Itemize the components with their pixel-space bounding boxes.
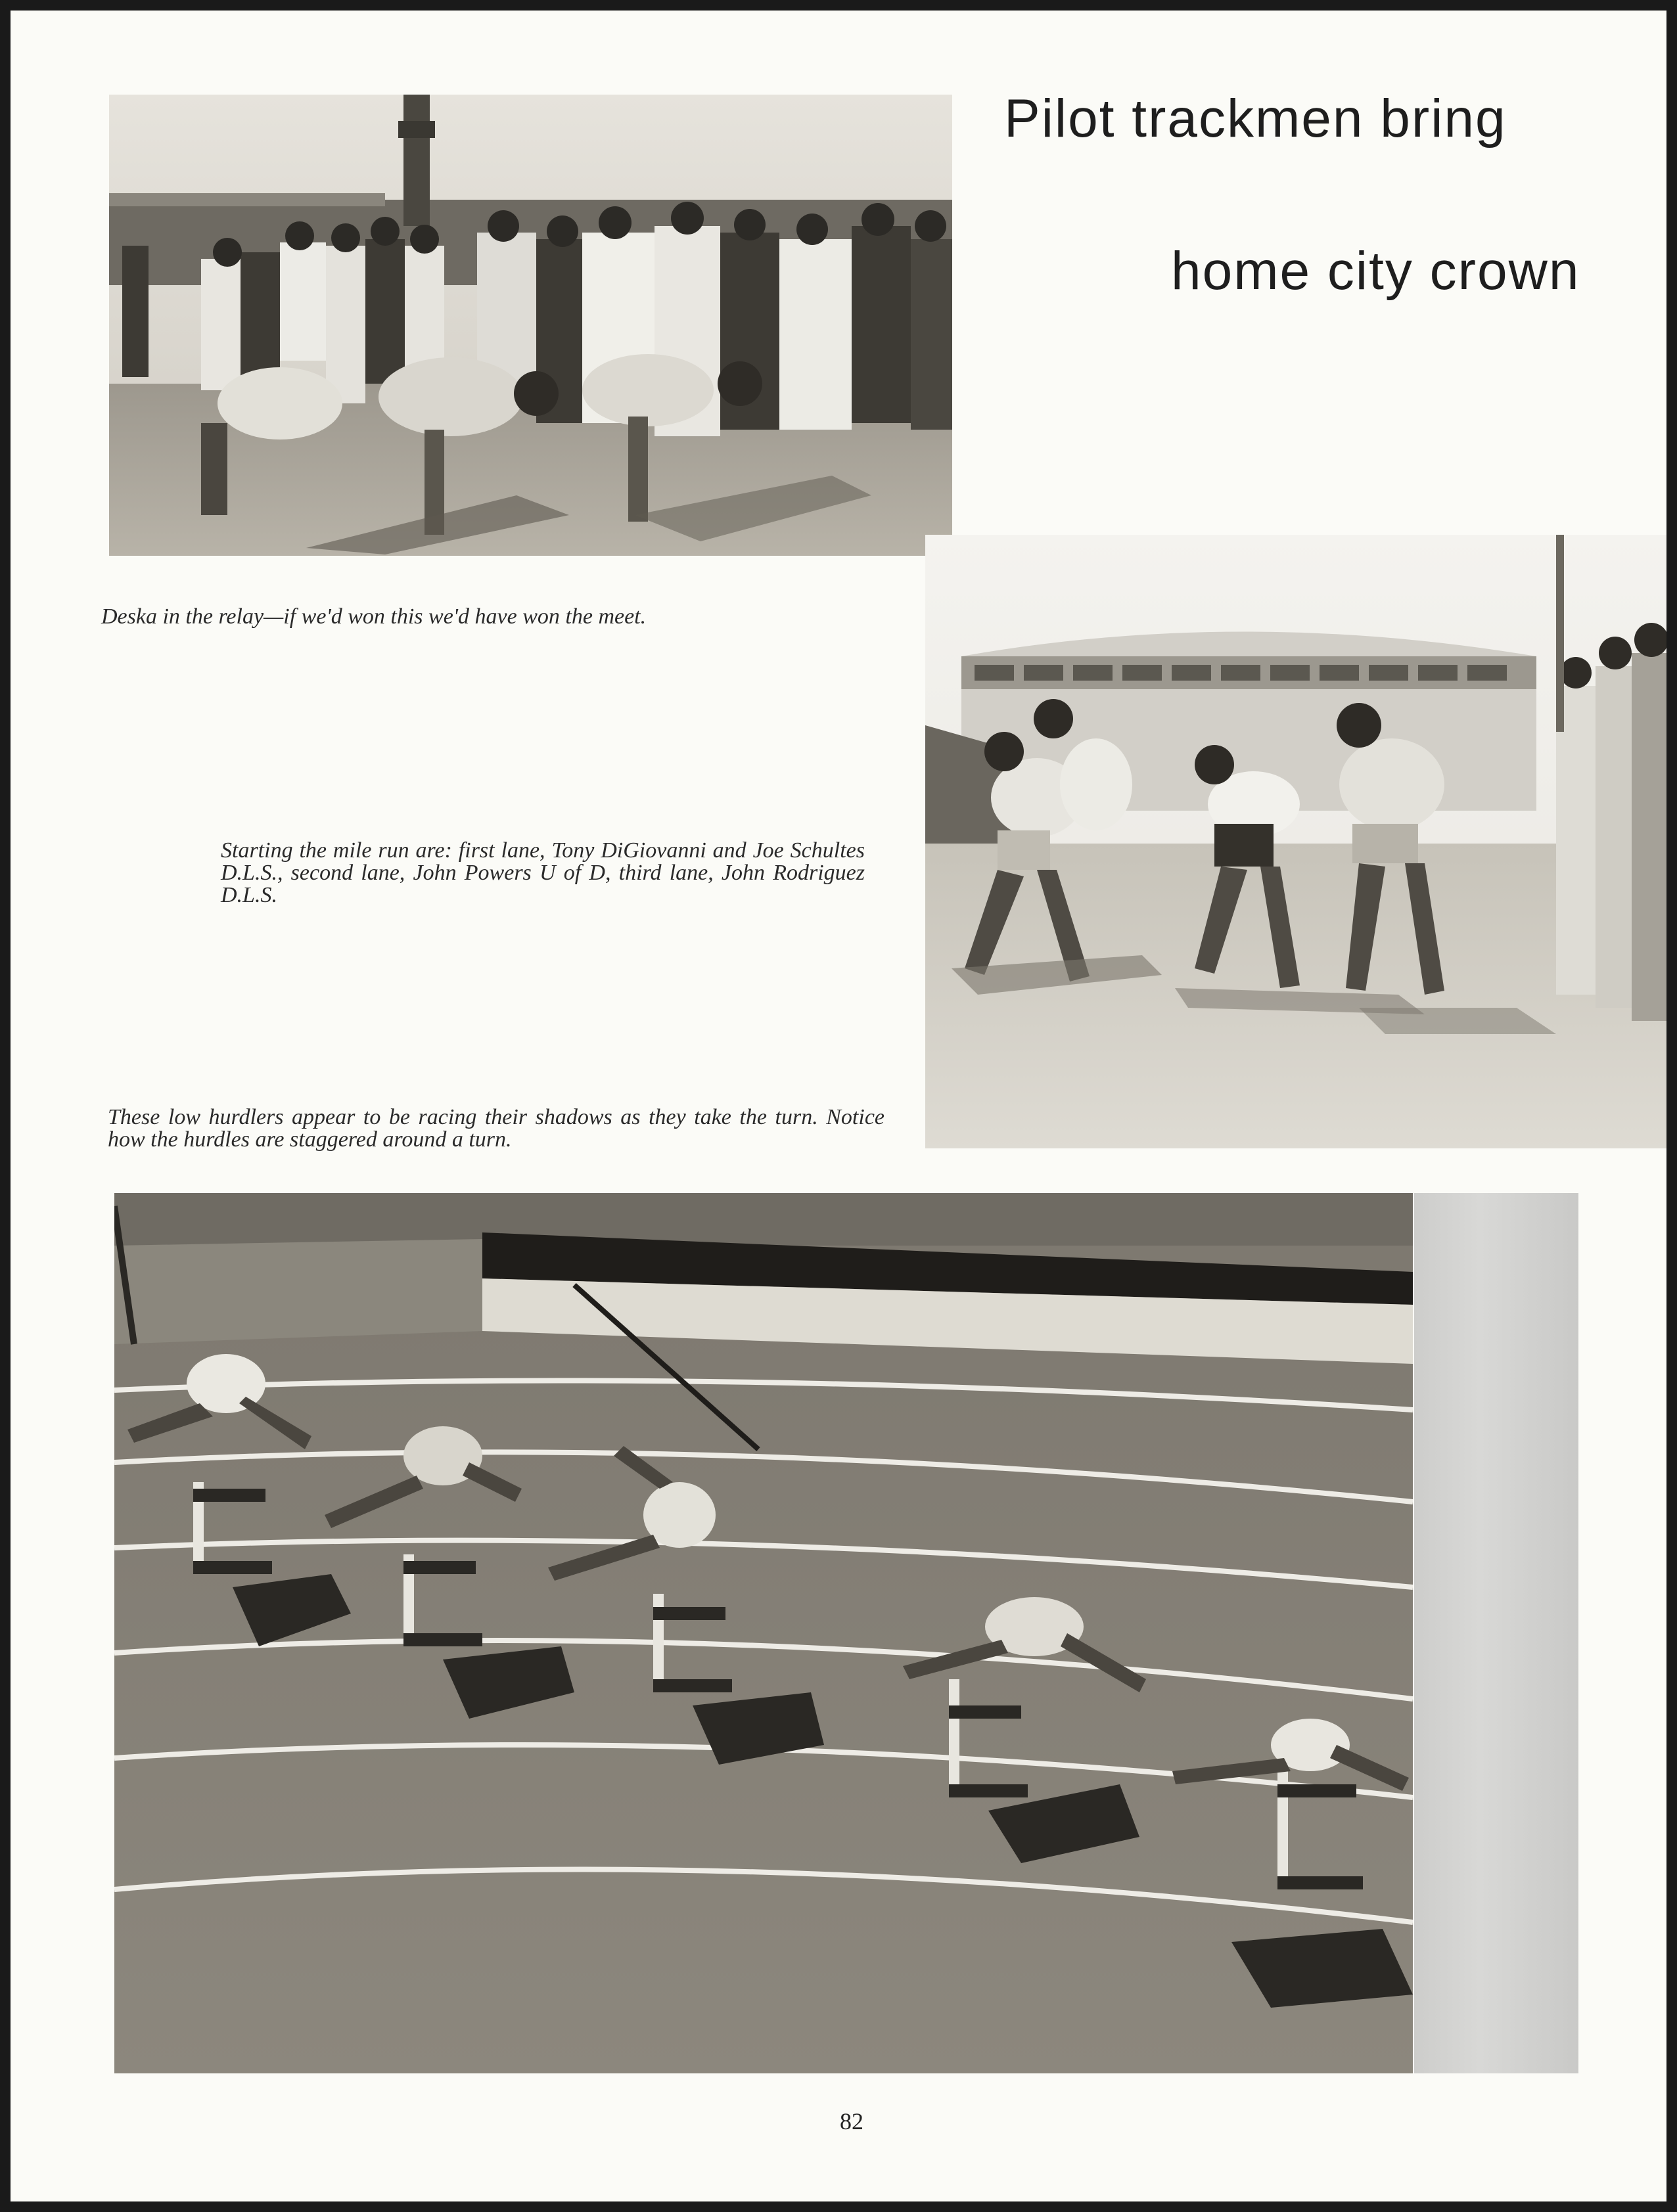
- relay-caption: Deska in the relay—if we'd won this we'd have won the meet.: [101, 604, 647, 629]
- headline-line-1: Pilot trackmen bring: [1004, 89, 1507, 148]
- page-number: 82: [840, 2108, 863, 2134]
- hurdlers-caption: These low hurdlers appear to be racing their shadows as they take the turn. Notice how the hurdles are staggered around a turn.: [108, 1105, 884, 1152]
- gray-side-panel: [1414, 1193, 1578, 2073]
- yearbook-page: [11, 11, 1666, 2201]
- relay-photo: [109, 95, 952, 556]
- mile-run-caption: Starting the mile run are: first lane, Tony DiGiovanni and Joe Schultes D.L.S., second lane, John Powers U of D, third lane, John Rodriguez D.L.S.: [221, 838, 865, 907]
- headline-line-2: home city crown: [1171, 241, 1580, 301]
- hurdlers-photo: [114, 1193, 1413, 2073]
- mile-run-photo: [925, 535, 1666, 1148]
